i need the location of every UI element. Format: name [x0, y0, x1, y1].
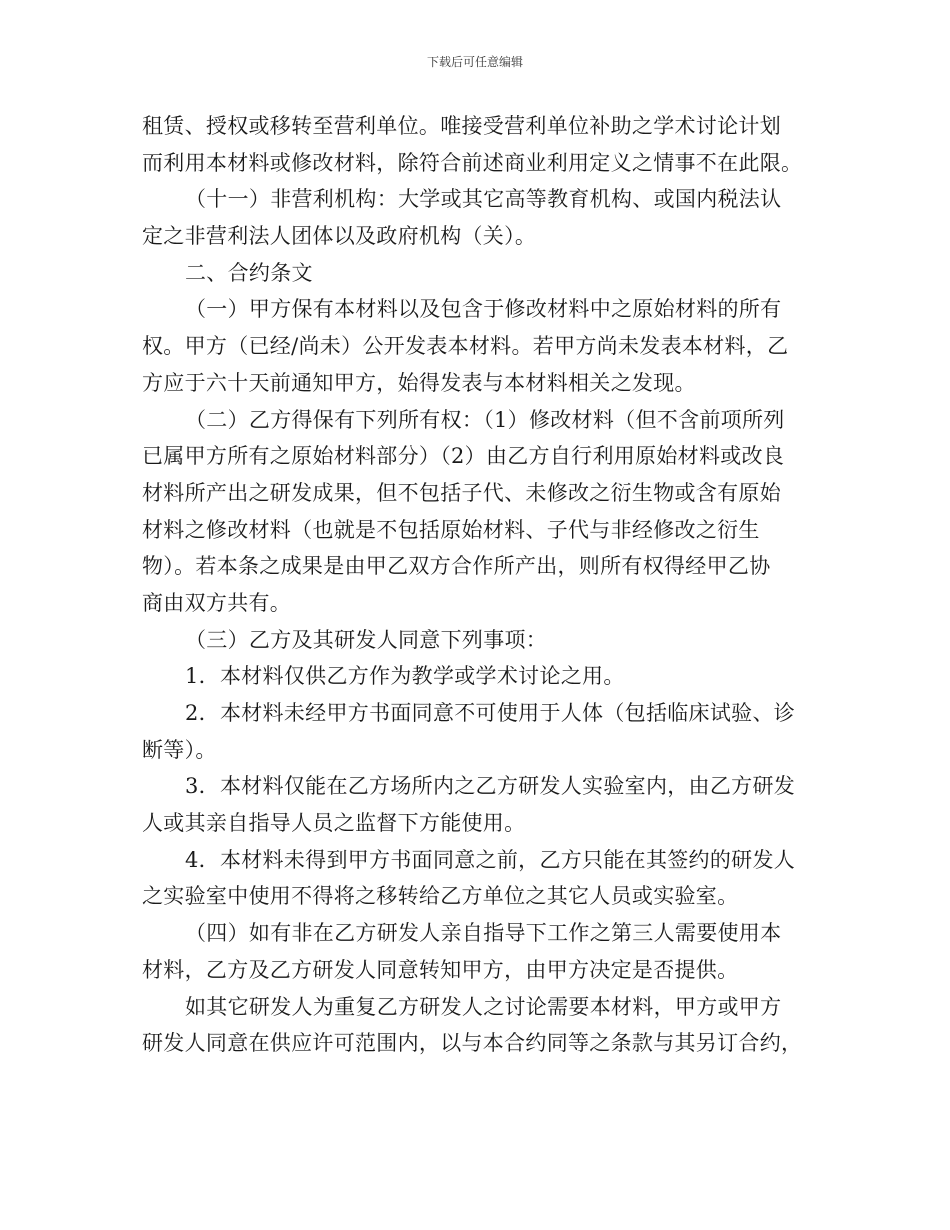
- text-line: 断等）。: [142, 737, 217, 762]
- text-line: 2．本材料未经甲方书面同意不可使用于人体（包括临床试验、诊: [185, 701, 796, 725]
- text-line: 商由双方共有。: [142, 590, 292, 615]
- text-line: （十一）非营利机构：大学或其它高等教育机构、或国内税法认: [185, 187, 782, 212]
- text-line: 材料，乙方及乙方研发人同意转知甲方，由甲方决定是否提供。: [142, 957, 739, 982]
- text-line: 已属甲方所有之原始材料部分）（2）由乙方自行利用原始材料或改良: [142, 444, 785, 469]
- text-line: 而利用本材料或修改材料，除符合前述商业利用定义之情事不在此限。: [142, 150, 803, 175]
- text-line: （二）乙方得保有下列所有权：（1）修改材料（但不含前项所列: [185, 407, 785, 432]
- text-line: 之实验室中使用不得将之移转给乙方单位之其它人员或实验室。: [142, 884, 739, 909]
- text-line: 二、合约条文: [185, 260, 313, 285]
- text-line: 材料之修改材料（也就是不包括原始材料、子代与非经修改之衍生: [142, 517, 760, 542]
- text-line: 1．本材料仅供乙方作为教学或学术讨论之用。: [185, 664, 625, 689]
- text-line: 权。甲方（已经/尚未）公开发表本材料。若甲方尚未发表本材料，乙: [142, 334, 789, 359]
- text-line: （四）如有非在乙方研发人亲自指导下工作之第三人需要使用本: [185, 921, 782, 946]
- document-body: [142, 108, 812, 1062]
- text-line: 人或其亲自指导人员之监督下方能使用。: [142, 811, 526, 836]
- text-line: （一）甲方保有本材料以及包含于修改材料中之原始材料的所有: [185, 297, 782, 322]
- text-line: 研发人同意在供应许可范围内，以与本合约同等之条款与其另订合约，: [142, 1031, 803, 1056]
- text-line: 租赁、授权或移转至营利单位。唯接受营利单位补助之学术讨论计划: [142, 114, 781, 138]
- text-line: 材料所产出之研发成果，但不包括子代、未修改之衍生物或含有原始: [142, 480, 781, 505]
- text-line: 定之非营利法人团体以及政府机构（关）。: [142, 224, 537, 249]
- text-line: 3．本材料仅能在乙方场所内之乙方研发人实验室内，由乙方研发: [185, 774, 796, 799]
- text-line: 物）。若本条之成果是由甲乙双方合作所产出，则所有权得经甲乙协: [142, 554, 771, 579]
- text-line: 4．本材料未得到甲方书面同意之前，乙方只能在其签约的研发人: [185, 847, 796, 872]
- text-line: 如其它研发人为重复乙方研发人之讨论需要本材料，甲方或甲方: [185, 994, 782, 1019]
- page-header: 下载后可任意编辑: [426, 55, 523, 69]
- text-line: 方应于六十天前通知甲方，始得发表与本材料相关之发现。: [142, 370, 696, 395]
- text-line: （三）乙方及其研发人同意下列事项：: [185, 627, 548, 652]
